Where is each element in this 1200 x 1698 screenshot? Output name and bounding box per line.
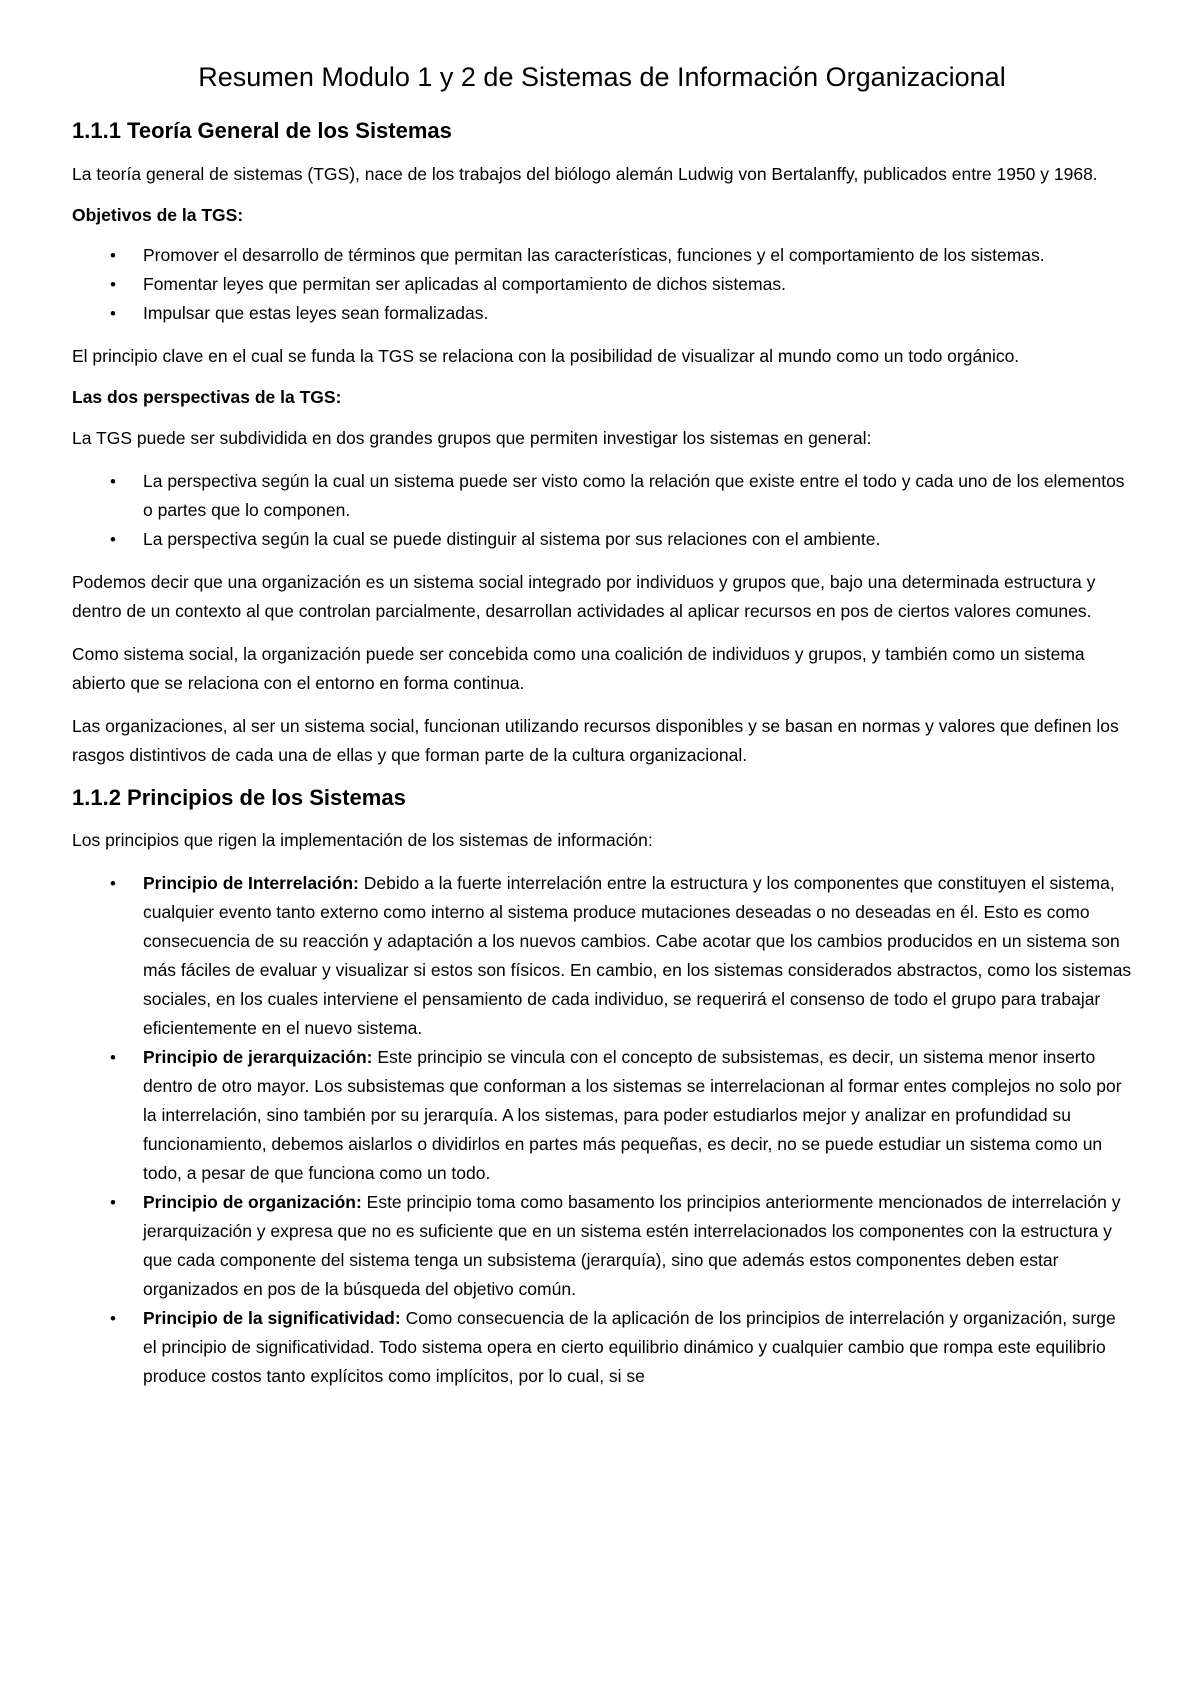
principle-label: Principio de jerarquización: [143, 1047, 373, 1068]
list-item [72, 869, 1132, 1043]
bullet-icon: • [110, 246, 116, 266]
perspectives-heading: Las dos perspectivas de la TGS: [72, 387, 342, 408]
objectives-heading: Objetivos de la TGS: [72, 204, 244, 225]
document-title: Resumen Modulo 1 y 2 de Sistemas de Información Organizacional [198, 62, 1006, 92]
principle-text: Este principio se vincula con el concepto de subsistemas, es decir, un sistema menor inserto dentro de otro mayor. Los subsistemas que conforman a los sistemas se interrelacionan al formar entes complejos no solo por la interrelación, sino también por su jerarquía. A los sistemas, para poder estudiarlos mejor y analizar en profundidad su funcionamiento, debemos aislarlos o dividirlos en partes más pequeñas, es decir, no se puede estudiar un sistema como un todo, a pesar de que funciona como un todo. [143, 1047, 1122, 1184]
list-item [72, 1188, 1132, 1304]
paragraph-intro: La teoría general de sistemas (TGS), nace de los trabajos del biólogo alemán Ludwig von Bertalanffy, publicados entre 1950 y 1968. [72, 163, 1098, 184]
section-heading-principles: 1.1.2 Principios de los Sistemas [72, 784, 406, 810]
list-item: • La perspectiva según la cual un sistema puede ser visto como la relación que existe entre el todo y cada uno de los elementos o partes que lo componen. [72, 467, 1132, 525]
list-item: • Fomentar leyes que permitan ser aplicadas al comportamiento de dichos sistemas. [72, 270, 1132, 299]
bullet-icon: • [110, 1193, 116, 1213]
paragraph-resources: Las organizaciones, al ser un sistema social, funcionan utilizando recursos disponibles y se basan en normas y valores que definen los rasgos distintivos de cada una de ellas y que forman parte de la cultura organizacional. [72, 715, 1119, 765]
principle-text: Debido a la fuerte interrelación entre la estructura y los componentes que constituyen el sistema, cualquier evento tanto externo como interno al sistema produce mutaciones deseadas o no deseadas en él. Esto es como consecuencia de su reacción y adaptación a los nuevos cambios. Cabe acotar que los cambios producidos en un sistema son más fáciles de evaluar y visualizar si estos son físicos. En cambio, en los sistemas considerados abstractos, como los sistemas sociales, en los cuales interviene el pensamiento de cada individuo, se requerirá el consenso de todo el grupo para trabajar eficientemente en el nuevo sistema. [143, 873, 1132, 1039]
principle-label: Principio de organización: [143, 1192, 362, 1213]
bullet-icon: • [110, 304, 116, 324]
bullet-icon: • [110, 874, 116, 894]
paragraph-principles-intro: Los principios que rigen la implementación de los sistemas de información: [72, 830, 653, 851]
objectives-list [72, 241, 1132, 328]
bullet-icon: • [110, 275, 116, 295]
principles-list [72, 869, 1132, 1391]
list-item: • Promover el desarrollo de términos que permitan las características, funciones y el comportamiento de los sistemas. [72, 241, 1132, 270]
principle-text: Como consecuencia de la aplicación de los principios de interrelación y organización, surge el principio de significatividad. Todo sistema opera en cierto equilibrio dinámico y cualquier cambio que rompa este equilibrio produce costos tanto explícitos como implícitos, por lo cual, si se [143, 1308, 1116, 1387]
paragraph-social-system: Como sistema social, la organización puede ser concebida como una coalición de individuos y grupos, y también como un sistema abierto que se relaciona con el entorno en forma continua. [72, 643, 1085, 693]
perspectives-list [72, 467, 1132, 554]
document-page [72, 60, 1132, 1405]
bullet-icon: • [110, 1048, 116, 1068]
bullet-icon: • [110, 471, 116, 491]
list-item: • Impulsar que estas leyes sean formalizadas. [72, 299, 1132, 328]
section-heading-tgs: 1.1.1 Teoría General de los Sistemas [72, 118, 452, 144]
paragraph-organization: Podemos decir que una organización es un sistema social integrado por individuos y grupos que, bajo una determinada estructura y dentro de un contexto al que controlan parcialmente, desarrollan actividades al aplicar recursos en pos de ciertos valores comunes. [72, 571, 1096, 621]
principle-text: Este principio toma como basamento los principios anteriormente mencionados de interrelación y jerarquización y expresa que no es suficiente que en un sistema estén interrelacionados los componentes con la estructura y que cada componente del sistema tenga un subsistema (jerarquía), sino que además estos componentes deben estar organizados en pos de la búsqueda del objetivo común. [143, 1192, 1121, 1300]
paragraph-principle: El principio clave en el cual se funda la TGS se relaciona con la posibilidad de visualizar al mundo como un todo orgánico. [72, 346, 1020, 367]
list-item: • La perspectiva según la cual se puede distinguir al sistema por sus relaciones con el ambiente. [72, 525, 1132, 554]
list-item [72, 1304, 1132, 1391]
principle-label: Principio de Interrelación: [143, 873, 359, 894]
paragraph-perspectives-intro: La TGS puede ser subdividida en dos grandes grupos que permiten investigar los sistemas en general: [72, 427, 872, 448]
list-item [72, 1043, 1132, 1188]
principle-label: Principio de la significatividad: [143, 1308, 401, 1329]
bullet-icon: • [110, 1309, 116, 1329]
bullet-icon: • [110, 529, 116, 549]
